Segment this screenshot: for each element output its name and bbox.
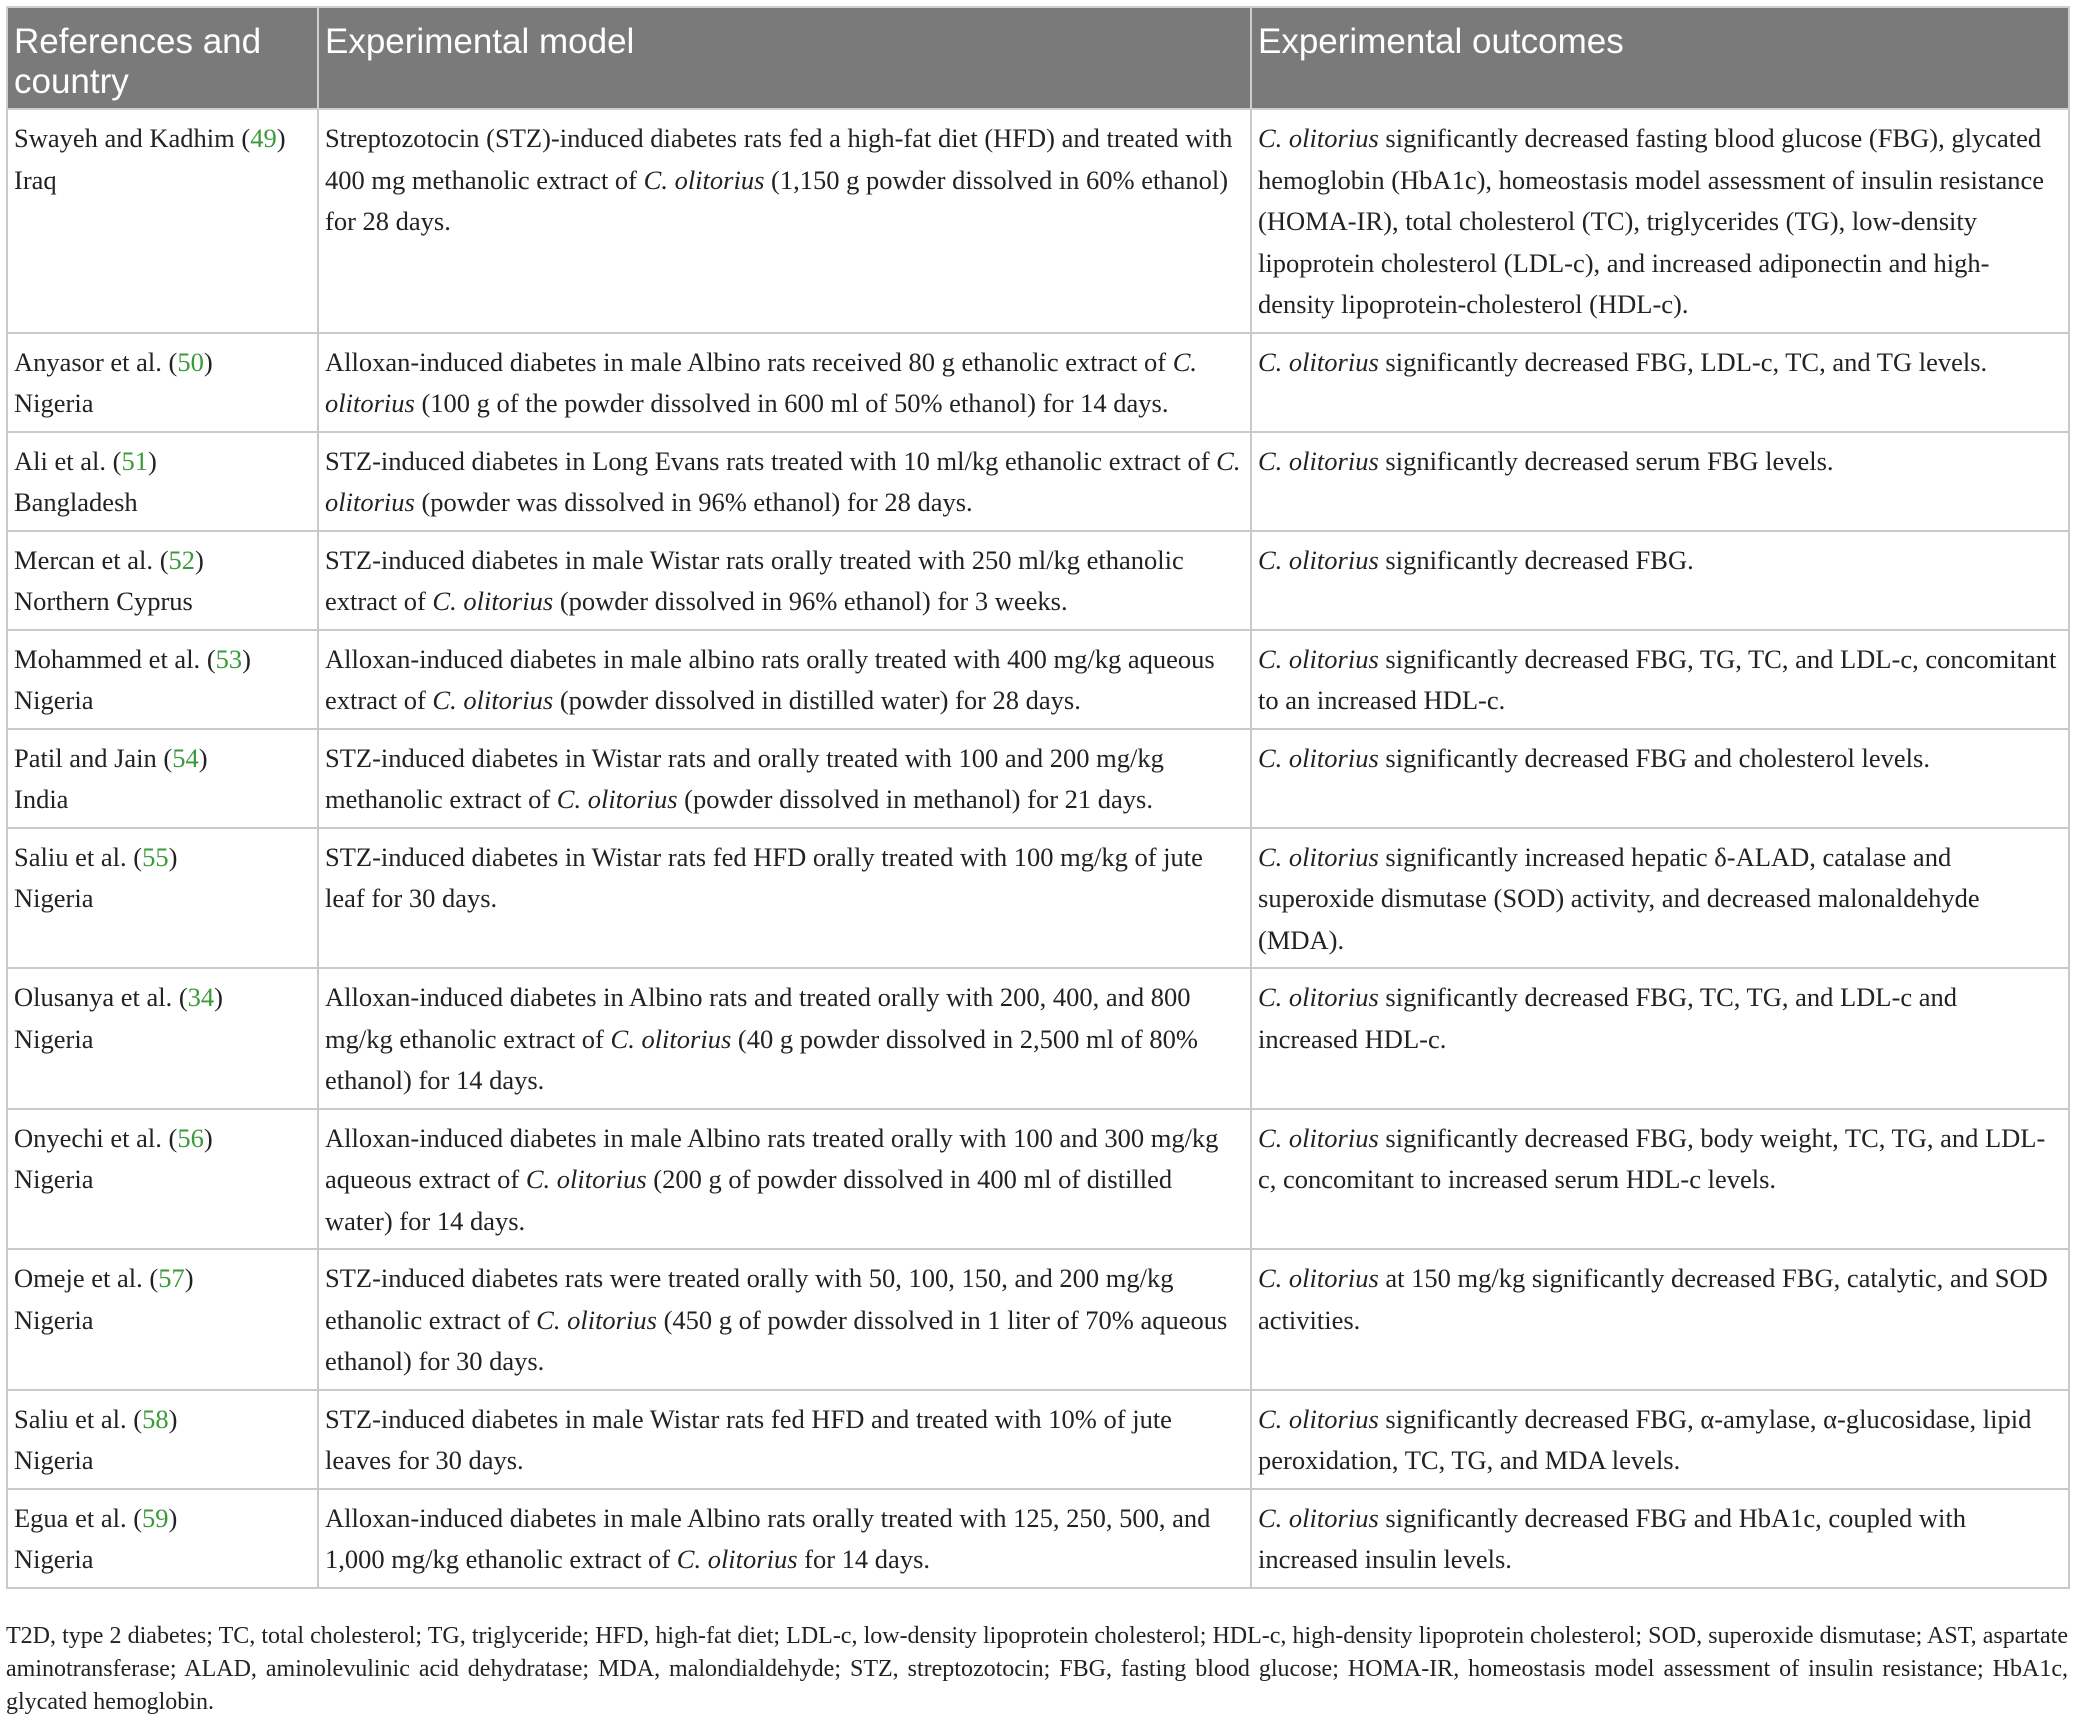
reference-cell — [7, 729, 318, 828]
table-row — [7, 531, 2069, 630]
reference-line: Olusanya et al. (34) — [14, 982, 223, 1012]
country: Nigeria — [14, 1445, 94, 1475]
country: Nigeria — [14, 1164, 94, 1194]
reference-authors: Omeje et al. — [14, 1263, 143, 1293]
table-row — [7, 1390, 2069, 1489]
model-cell: Alloxan-induced diabetes in male albino rats orally treated with 400 mg/kg aqueous extract of C. olitorius (powder dissolved in distilled water) for 28 days. — [318, 630, 1251, 729]
reference-number-link[interactable]: 49 — [250, 123, 277, 153]
header-outcomes: Experimental outcomes — [1251, 7, 2069, 109]
model-cell: Alloxan-induced diabetes in male Albino rats received 80 g ethanolic extract of C. olitorius (100 g of the powder dissolved in 600 ml of 50% ethanol) for 14 days. — [318, 333, 1251, 432]
reference-line: Patil and Jain (54) — [14, 742, 208, 773]
reference-cell — [7, 1390, 318, 1489]
country: Nigeria — [14, 685, 94, 715]
outcome-cell: C. olitorius significantly decreased FBG, TC, TG, and LDL-c and increased HDL-c. — [1251, 968, 2069, 1109]
reference-line: Onyechi et al. (56) — [14, 1122, 213, 1153]
country: Nigeria — [14, 883, 94, 913]
outcome-cell: C. olitorius significantly decreased FBG and HbA1c, coupled with increased insulin levels. — [1251, 1489, 2069, 1588]
reference-line: Egua et al. (59) — [14, 1502, 178, 1533]
outcome-cell: C. olitorius significantly decreased FBG, α-amylase, α-glucosidase, lipid peroxidation, TC, TG, and MDA levels. — [1251, 1390, 2069, 1489]
model-cell: STZ-induced diabetes in male Wistar rats fed HFD and treated with 10% of jute leaves for 30 days. — [318, 1390, 1251, 1489]
reference-cell — [7, 1249, 318, 1390]
reference-line: Mercan et al. (52) — [14, 544, 204, 575]
header-model: Experimental model — [318, 7, 1251, 109]
studies-table — [6, 6, 2070, 1589]
model-cell: Alloxan-induced diabetes in Albino rats and treated orally with 200, 400, and 800 mg/kg ethanolic extract of C. olitorius (40 g powder dissolved in 2,500 ml of 80% ethanol) for 14 days. — [318, 968, 1251, 1109]
table-row — [7, 109, 2069, 333]
country: Nigeria — [14, 1544, 94, 1574]
reference-authors: Saliu et al. — [14, 1403, 127, 1434]
reference-line: Omeje et al. (57) — [14, 1263, 194, 1293]
country: Nigeria — [14, 388, 94, 418]
reference-number-link[interactable]: 34 — [187, 982, 215, 1012]
outcome-cell: C. olitorius significantly decreased FBG, body weight, TC, TG, and LDL-c, concomitant to increased serum HDL-c levels. — [1251, 1109, 2069, 1250]
outcome-cell: C. olitorius significantly decreased FBG and cholesterol levels. — [1251, 729, 2069, 828]
reference-cell — [7, 828, 318, 969]
country: Iraq — [14, 164, 57, 195]
model-cell: Streptozotocin (STZ)-induced diabetes rats fed a high-fat diet (HFD) and treated with 400 mg methanolic extract of C. olitorius (1,150 g powder dissolved in 60% ethanol) for 28 days. — [318, 109, 1251, 333]
outcome-cell: C. olitorius significantly decreased serum FBG levels. — [1251, 432, 2069, 531]
table-row — [7, 968, 2069, 1109]
table-row — [7, 1249, 2069, 1390]
reference-cell — [7, 630, 318, 729]
country: Nigeria — [14, 1304, 94, 1335]
reference-cell — [7, 432, 318, 531]
outcome-cell: C. olitorius significantly decreased fasting blood glucose (FBG), glycated hemoglobin (HbA1c), homeostasis model assessment of insulin resistance (HOMA-IR), total cholesterol (TC), triglycerides (TG), low-density lipoprotein cholesterol (LDL-c), and increased adiponectin and high-density lipoprotein-cholesterol (HDL-c). — [1251, 109, 2069, 333]
reference-cell — [7, 333, 318, 432]
outcome-cell: C. olitorius significantly decreased FBG, TG, TC, and LDL-c, concomitant to an increased HDL-c. — [1251, 630, 2069, 729]
reference-line: Anyasor et al. (50) — [14, 346, 213, 377]
reference-number-link[interactable]: 58 — [142, 1403, 169, 1434]
reference-line: Saliu et al. (55) — [14, 841, 178, 872]
reference-cell — [7, 1489, 318, 1588]
reference-number-link[interactable]: 52 — [168, 544, 196, 575]
model-cell: Alloxan-induced diabetes in male Albino rats orally treated with 125, 250, 500, and 1,000 mg/kg ethanolic extract of C. olitorius for 14 days. — [318, 1489, 1251, 1588]
reference-cell — [7, 531, 318, 630]
reference-authors: Anyasor et al. — [14, 346, 162, 377]
reference-number-link[interactable]: 53 — [215, 643, 243, 674]
table-row — [7, 630, 2069, 729]
model-cell: STZ-induced diabetes in male Wistar rats orally treated with 250 ml/kg ethanolic extract of C. olitorius (powder dissolved in 96% ethanol) for 3 weeks. — [318, 531, 1251, 630]
reference-authors: Onyechi et al. — [14, 1122, 162, 1153]
reference-authors: Patil and Jain — [14, 742, 157, 773]
outcome-cell: C. olitorius significantly decreased FBG. — [1251, 531, 2069, 630]
reference-cell — [7, 109, 318, 333]
model-cell: STZ-induced diabetes in Wistar rats fed HFD orally treated with 100 mg/kg of jute leaf for 30 days. — [318, 828, 1251, 969]
reference-number-link[interactable]: 56 — [177, 1122, 204, 1153]
model-cell: Alloxan-induced diabetes in male Albino rats treated orally with 100 and 300 mg/kg aqueous extract of C. olitorius (200 g of powder dissolved in 400 ml of distilled water) for 14 days. — [318, 1109, 1251, 1250]
country: Bangladesh — [14, 487, 138, 517]
reference-line: Mohammed et al. (53) — [14, 643, 251, 674]
reference-authors: Mohammed et al. — [14, 643, 201, 674]
reference-authors: Mercan et al. — [14, 544, 154, 575]
table-row — [7, 432, 2069, 531]
reference-line: Ali et al. (51) — [14, 445, 157, 476]
outcome-cell: C. olitorius at 150 mg/kg significantly decreased FBG, catalytic, and SOD activities. — [1251, 1249, 2069, 1390]
table-row — [7, 333, 2069, 432]
reference-number-link[interactable]: 55 — [142, 841, 169, 872]
table-header-row — [7, 7, 2069, 109]
outcome-cell: C. olitorius significantly increased hepatic δ-ALAD, catalase and superoxide dismutase (SOD) activity, and decreased malonaldehyde (MDA). — [1251, 828, 2069, 969]
reference-cell — [7, 968, 318, 1109]
reference-authors: Egua et al. — [14, 1502, 127, 1533]
outcome-cell: C. olitorius significantly decreased FBG, LDL-c, TC, and TG levels. — [1251, 333, 2069, 432]
table-row — [7, 1109, 2069, 1250]
reference-authors: Saliu et al. — [14, 841, 127, 872]
reference-number-link[interactable]: 54 — [172, 742, 199, 773]
table-row — [7, 1489, 2069, 1588]
table-row — [7, 729, 2069, 828]
model-cell: STZ-induced diabetes in Long Evans rats treated with 10 ml/kg ethanolic extract of C. olitorius (powder was dissolved in 96% ethanol) for 28 days. — [318, 432, 1251, 531]
reference-line: Swayeh and Kadhim (49) — [14, 123, 286, 153]
reference-authors: Olusanya et al. — [14, 982, 173, 1012]
table-row — [7, 828, 2069, 969]
country: Northern Cyprus — [14, 586, 193, 616]
reference-authors: Swayeh and Kadhim — [14, 123, 235, 153]
reference-number-link[interactable]: 57 — [158, 1263, 185, 1293]
reference-number-link[interactable]: 59 — [142, 1502, 169, 1533]
model-cell: STZ-induced diabetes in Wistar rats and orally treated with 100 and 200 mg/kg methanolic extract of C. olitorius (powder dissolved in methanol) for 21 days. — [318, 729, 1251, 828]
header-references: References and country — [7, 7, 318, 109]
table-footnote: T2D, type 2 diabetes; TC, total cholesterol; TG, triglyceride; HFD, high-fat diet; LDL-c, low-density lipoprotein cholesterol; HDL-c, high-density lipoprotein cholesterol; SOD, superoxide dismutase; AST, aspartate aminotransferase; ALAD, aminolevulinic acid dehydratase; MDA, malondialdehyde; STZ, streptozotocin; FBG, fasting blood glucose; HOMA-IR, homeostasis model assessment of insulin resistance; HbA1c, glycated hemoglobin. — [6, 1623, 2068, 1715]
reference-authors: Ali et al. — [14, 445, 106, 476]
country: Nigeria — [14, 1023, 94, 1054]
model-cell: STZ-induced diabetes rats were treated orally with 50, 100, 150, and 200 mg/kg ethanolic extract of C. olitorius (450 g of powder dissolved in 1 liter of 70% aqueous ethanol) for 30 days. — [318, 1249, 1251, 1390]
reference-cell — [7, 1109, 318, 1250]
reference-number-link[interactable]: 50 — [177, 346, 204, 377]
country: India — [14, 784, 69, 814]
reference-line: Saliu et al. (58) — [14, 1403, 178, 1434]
reference-number-link[interactable]: 51 — [121, 445, 148, 476]
